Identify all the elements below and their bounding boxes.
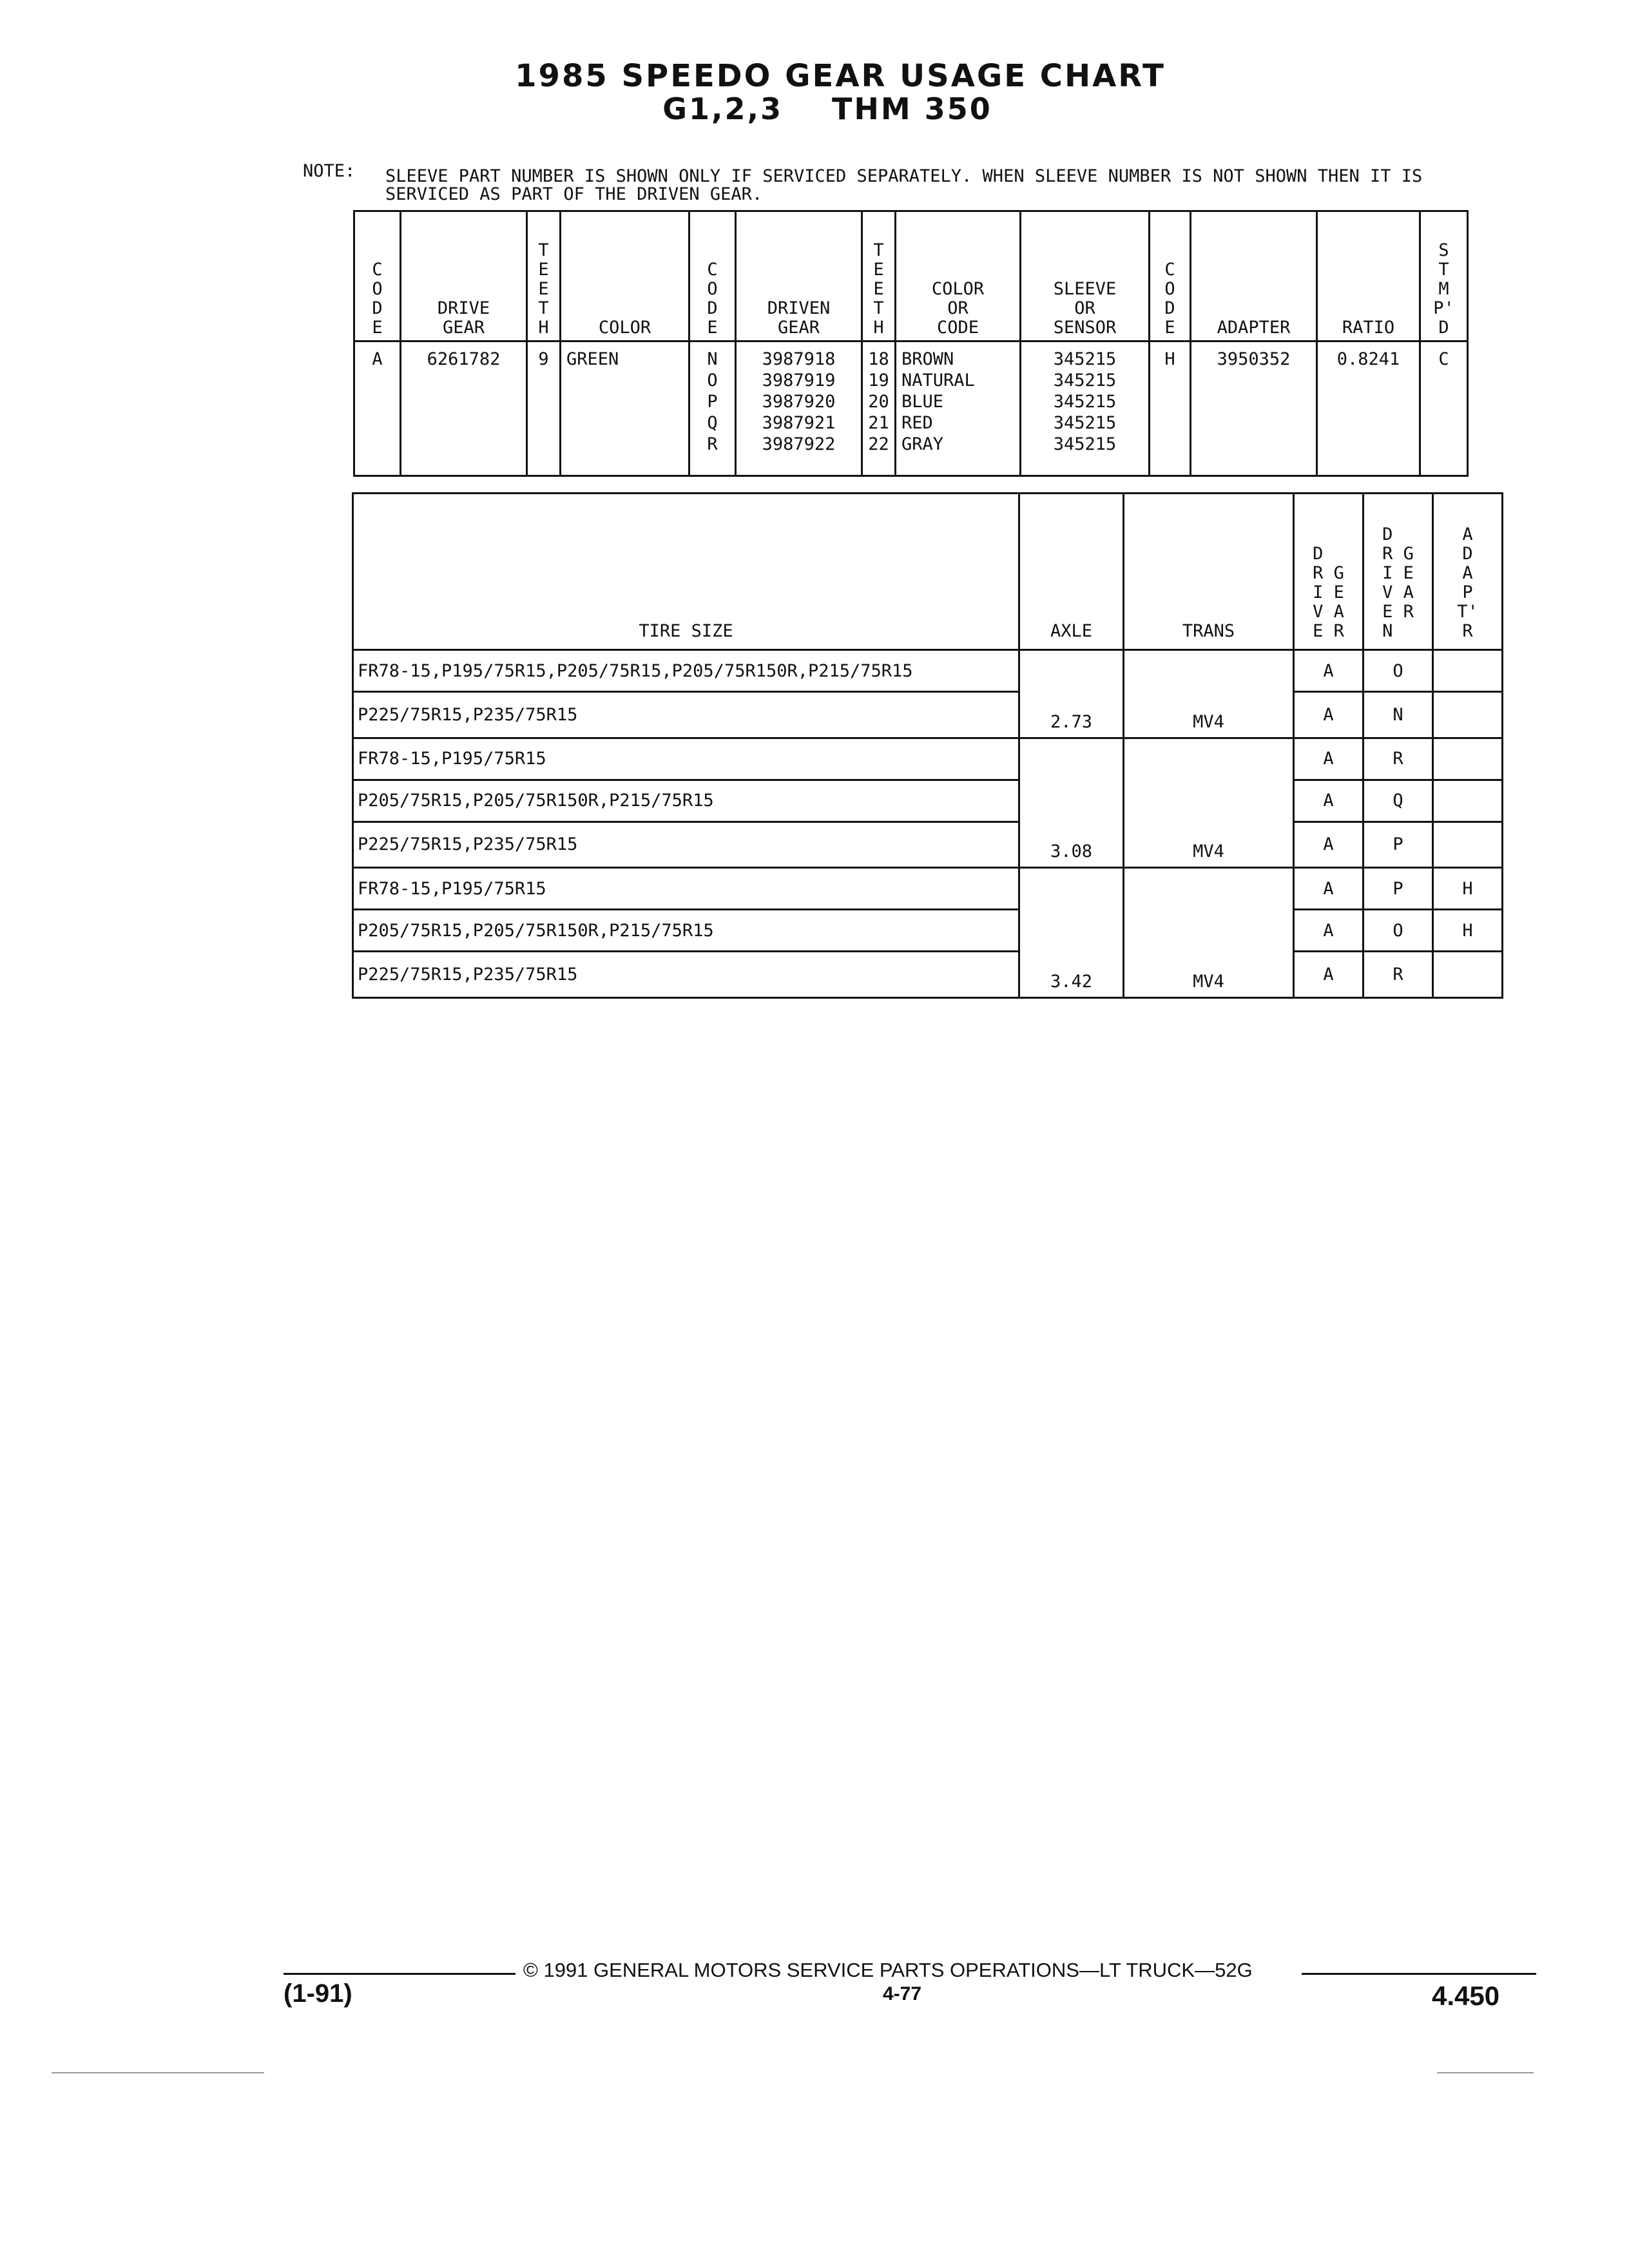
cell-code: A: [354, 341, 401, 476]
cell-driven-gear: N: [1364, 692, 1433, 738]
cell-drive-gear: A: [1294, 868, 1364, 910]
table-row: [353, 910, 1503, 952]
header-driven-gear: D R G I E V A E R N: [1364, 494, 1433, 650]
cell-adapter: [1433, 952, 1503, 998]
table-row: [353, 868, 1503, 910]
cell-driven-colors: BROWN NATURAL BLUE RED GRAY: [896, 341, 1021, 476]
cell-adapter: [1433, 822, 1503, 868]
gear-table-header-row: [354, 211, 1468, 341]
cell-driven-gear: O: [1364, 650, 1433, 692]
cell-drive-gear: A: [1294, 910, 1364, 952]
footer-rule-right: [1302, 1973, 1536, 1975]
header-adapter: ADAPTER: [1191, 211, 1317, 341]
cell-driven-gear: P: [1364, 822, 1433, 868]
cell-axle: [1019, 650, 1124, 692]
cell-drive-gear: A: [1294, 822, 1364, 868]
cell-tire-size: FR78-15,P195/75R15: [353, 738, 1019, 780]
cell-adapter: 3950352: [1191, 341, 1317, 476]
cell-trans: [1124, 910, 1294, 952]
cell-tire-size: P225/75R15,P235/75R15: [353, 692, 1019, 738]
table-row: [353, 738, 1503, 780]
header-drive-gear: DRIVE GEAR: [401, 211, 527, 341]
cell-driven-gear: P: [1364, 868, 1433, 910]
gear-table: [353, 210, 1469, 477]
header-ratio: RATIO: [1317, 211, 1420, 341]
note-label: NOTE:: [303, 161, 356, 181]
header-drive-gear: D R G I E V A E R: [1294, 494, 1364, 650]
usage-table: [352, 492, 1503, 999]
header-color-or-code: COLOR OR CODE: [896, 211, 1021, 341]
cell-adapter: [1433, 780, 1503, 822]
header-teeth: T E E T H: [527, 211, 561, 341]
footer-section-number: 4.450: [1432, 1981, 1500, 2011]
cell-adapter: [1433, 738, 1503, 780]
table-row: [353, 822, 1503, 868]
cell-tire-size: P225/75R15,P235/75R15: [353, 822, 1019, 868]
cell-drive-gear: 6261782: [401, 341, 527, 476]
footer-copyright: © 1991 GENERAL MOTORS SERVICE PARTS OPERATIONS—LT TRUCK—52G: [523, 1959, 1253, 1981]
cell-adapter: [1433, 692, 1503, 738]
cell-adapter: [1433, 650, 1503, 692]
scan-artifact-line: [1437, 2072, 1534, 2073]
table-row: [353, 650, 1503, 692]
cell-trans: MV4: [1124, 692, 1294, 738]
header-tire-size: TIRE SIZE: [353, 494, 1019, 650]
cell-driven-gear: O: [1364, 910, 1433, 952]
cell-trans: MV4: [1124, 822, 1294, 868]
cell-drive-gear: A: [1294, 952, 1364, 998]
cell-axle: [1019, 868, 1124, 910]
cell-trans: [1124, 780, 1294, 822]
header-stmpd: S T M P' D: [1420, 211, 1468, 341]
header-driven-gear: DRIVEN GEAR: [736, 211, 862, 341]
cell-teeth: 9: [527, 341, 561, 476]
cell-driven-gear: R: [1364, 952, 1433, 998]
cell-tire-size: P205/75R15,P205/75R150R,P215/75R15: [353, 910, 1019, 952]
header-axle: AXLE: [1019, 494, 1124, 650]
cell-tire-size: P225/75R15,P235/75R15: [353, 952, 1019, 998]
header-trans: TRANS: [1124, 494, 1294, 650]
page-title: 1985 SPEEDO GEAR USAGE CHART: [515, 58, 1166, 94]
cell-drive-gear: A: [1294, 650, 1364, 692]
cell-trans: MV4: [1124, 952, 1294, 998]
header-driven-code: C O D E: [689, 211, 736, 341]
cell-trans: [1124, 738, 1294, 780]
footer-page-number: 4-77: [883, 1983, 922, 2004]
gear-table-row: [354, 341, 1468, 476]
cell-driven-teeth: 18 19 20 21 22: [862, 341, 896, 476]
cell-drive-gear: A: [1294, 692, 1364, 738]
cell-tire-size: FR78-15,P195/75R15,P205/75R15,P205/75R150R,P215/75R15: [353, 650, 1019, 692]
cell-adapter-code: H: [1150, 341, 1191, 476]
cell-driven-gear: R: [1364, 738, 1433, 780]
cell-trans: [1124, 650, 1294, 692]
table-row: [353, 692, 1503, 738]
cell-axle: 3.08: [1019, 822, 1124, 868]
scan-artifact-line: [52, 2072, 264, 2073]
footer-date: (1-91): [284, 1979, 352, 2008]
table-row: [353, 780, 1503, 822]
cell-tire-size: P205/75R15,P205/75R150R,P215/75R15: [353, 780, 1019, 822]
cell-stmpd: C: [1420, 341, 1468, 476]
cell-drive-gear: A: [1294, 780, 1364, 822]
note-line-1: SLEEVE PART NUMBER IS SHOWN ONLY IF SERVICED SEPARATELY. WHEN SLEEVE NUMBER IS NOT SHOWN THEN IT IS: [385, 166, 1423, 186]
cell-axle: 3.42: [1019, 952, 1124, 998]
header-driven-teeth: T E E T H: [862, 211, 896, 341]
cell-sleeves: 345215 345215 345215 345215 345215: [1021, 341, 1150, 476]
cell-axle: [1019, 738, 1124, 780]
table-row: [353, 952, 1503, 998]
cell-ratio: 0.8241: [1317, 341, 1420, 476]
cell-driven-gears: 3987918 3987919 3987920 3987921 3987922: [736, 341, 862, 476]
header-code: C O D E: [354, 211, 401, 341]
page-subtitle: G1,2,3 THM 350: [662, 91, 992, 126]
header-adapter: A D A P T' R: [1433, 494, 1503, 650]
footer-rule-left: [284, 1973, 516, 1975]
cell-axle: 2.73: [1019, 692, 1124, 738]
cell-axle: [1019, 910, 1124, 952]
cell-color: GREEN: [561, 341, 689, 476]
note-line-2: SERVICED AS PART OF THE DRIVEN GEAR.: [385, 184, 763, 204]
cell-axle: [1019, 780, 1124, 822]
cell-trans: [1124, 868, 1294, 910]
usage-table-header-row: [353, 494, 1503, 650]
cell-driven-gear: Q: [1364, 780, 1433, 822]
header-sleeve-or-sensor: SLEEVE OR SENSOR: [1021, 211, 1150, 341]
cell-driven-codes: N O P Q R: [689, 341, 736, 476]
header-color: COLOR: [561, 211, 689, 341]
cell-adapter: H: [1433, 910, 1503, 952]
cell-drive-gear: A: [1294, 738, 1364, 780]
cell-adapter: H: [1433, 868, 1503, 910]
cell-tire-size: FR78-15,P195/75R15: [353, 868, 1019, 910]
header-adapter-code: C O D E: [1150, 211, 1191, 341]
